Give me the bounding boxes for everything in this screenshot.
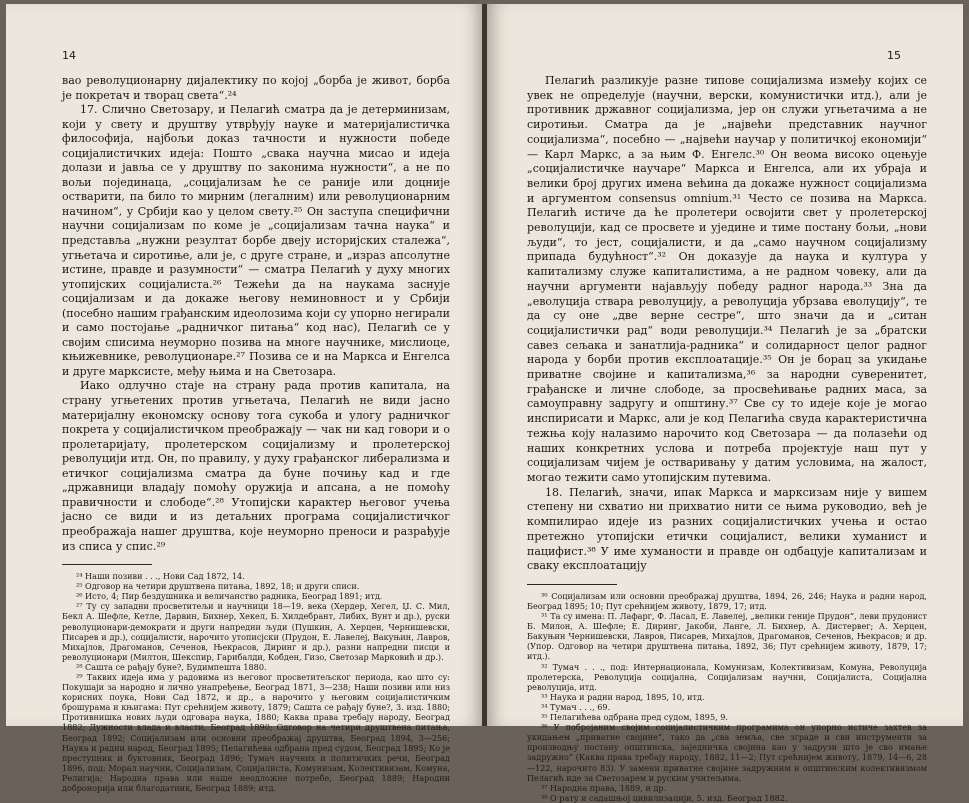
footnote: ³⁸ О рату и садашњој цивилизацији, 5. изд. Београд 1882. [541, 792, 788, 803]
footnote: ²⁷ Ту су западни просветитељи и научници 18—19. века (Хердер, Хегел, Џ. С. Мил, Бекл А. Шефле, Кетле, Дарвин, Бихнер, Хекел, Б. Хилдебрант, Либих, Вунт и др.), руски револуционари-демократи и други напредни људи (Пушкин, А. Херцен, Чернишевски, Писарев и др.), социјалисти, нарочито утописјски (Прудон, Е. Лавелеј, Вакуњин, Лавров, Михајлов, Драгоманов, Сеченов, Њекрасов, Диринг и др.), разни напредни писци и револуционари (Милтон, Шекспир, Гарибалди, Кобден, Гизо, Светозар Марковић и др.). [62, 601, 450, 662]
page-number: 14 [62, 49, 76, 62]
footnote: ³³ Наука и радни народ, 1895, 10, итд. [541, 691, 705, 702]
footnote: ²⁹ Таквих идеја има у радовима из његовог просветитељског периода, као што су: Покушаји за народно и лично унапређење, Београд 1871, 3—238; Наши позиви или низ корисних поука, Нови Сад 1872, и др., а нарочито у његовим социјалистичким брошурама и књигама: Пут срећнијем животу, 1879; Сашта се рађају буне?, 3. изд. 1880; Противнишка нових људи одговара наука, 1880; Каква права требају народу, Београд 1882; Дужности влада и власти, Београд 1890; Одговор на четири друштвена питања, Београд 1892; Социјализам или основни преображај друштва, Београд 1894, 3—256; Наука и радни народ, Београд 1895; Пелагићева одбрана пред судом, Београд 1895; Ко је преступник и буктовник, Београд 1896; Тумач научних и политичких речи, Београд 1896, под: Морал научни, Социјализам, Социјалиста, Комунизам, Колективизам, Комуна, Религија; Народна права или наше неодложне потребе, Београд 1889; Народни добронорија или благодатник, Београд 1889; итд. [62, 671, 450, 794]
footnote: ³² Тумач . . ., под: Интернационала, Комунизам, Колективизам, Комуна, Револуција пролетерска, Револуција социјална, Социјализам научни, Социјалиста, Социјална револуција, итд. [527, 661, 927, 692]
footnote-rule [62, 564, 152, 565]
left-page [6, 4, 483, 794]
footnote: ³¹ Та су имена: П. Лафарг, Ф. Ласал, Е. Лавелеј, „велики геније Прудон“, леви прудонист Б. Милон, А. Шефле; Е. Диринг, Јакоби, Ланге, Л. Бихнер, А. Дистервег; А. Херцен, Бакуњин Чернишевски, Лавров, Писарев, Михајлов, Драгоманов, Сеченов, Њекрасов; и др. (Упор. Одговор на четири друштвена питања, 1892, 36; Пут срећнијем животу, 1879, 17; итд.). [527, 611, 927, 662]
paragraph: вао револуционарну дијалектику по којој „борба је живот, борба је покретач и творац света“.²⁴ [62, 74, 450, 102]
footnote: ³⁵ Пелагићева одбрана пред судом, 1895, 9. [541, 712, 728, 723]
paragraph: 18. Пелагић, значи, ипак Маркса и марксизам није у вишем степену ни схватио ни прихватио нити се њима руководио, већ је компилирао идеје из разних социјалистичких учења и остао претежно утопијски етички социјалист, велики хуманист и пацифист.³⁸ У име хуманости и правде он одбацује капитализам и сваку експлоатацију [527, 485, 927, 573]
footnote: ²⁵ Одговор на четири друштвена питања, 1892, 18; и други списи. [76, 581, 360, 592]
paragraph: 17. Слично Светозару, и Пелагић сматра да је детерминизам, који у свету и друштву утврђују науке и материјалистичка философија, најбољи доказ тачности и нужности победе социјалистичких идеја: Пошто „свака научна мисао и идеја долази и јавља се у друштву по законима нужности“, а не по вољи појединаца, „социјализам ће се раније или доцније остварити, па било то мирним (легалним) или револуционарним начином“, у Србији као у целом свету.²⁵ Он заступа специфични научни социјализам по коме је „социјализам тачна наука“ и представља „нужни резултат борбе двеју историјских сталежа“, угњетача и сиротиње, али је, с друге стране, и „израз апсолутне истине, правде и разумности“ — сматра Пелагић у духу многих утопијских социјалиста.²⁶ Тежећи да на наукама заснује социјализам и да докаже његову неминовност и у Србији (посебно нашим грађанским идеолозима који су упорно негирали и само постојање „радничког питања“ код нас), Пелагић се у својим списима неуморно позива на многе научнике, мислиоце, књижевнике, револуционаре.²⁷ Позива се и на Маркса и Енгелса и друге марксисте, међу њима и на Светозара. [62, 103, 450, 378]
paragraph: Пелагић разликује разне типове социјализма између којих се увек не определује (научни, верски, комунистички итд.), али је противник државног социјализма, јер он служи угњетачима а не сиротињи. Сматра да је „највећи представник научног социјализма“, посебно — „највећи научар у политичкој економији“ — Карл Маркс, а за њим Ф. Енгелс.³⁰ Он веома високо оцењује „социјалистичке научаре“ Маркса и Енгелса, али их убраја и велики број других имена већина да докаже нужност социјализма и аргументом consensus omnium.³¹ Често се позива на Маркса. Пелагић истиче да ће пролетери освојити свет у пролетерској револуцији, кад се просвете и уједине и тиме постану бољи, „нови људи“, то јест, социјалисти, и да „само научном социјализму припада будућност“.³² Он доказује да наука и култура у капитализму служе капиталистима, а не радном човеку, али да научни аргументи најављују победу радног народа.³³ Зна да „еволуција ствара револуцију, а револуција убрзава еволуцију“, те да су оне „две верне сестре“, што значи да и „ситан социјалистички рад“ води револуцији.³⁴ Пелагић је за „братски савез сељака и занатлија-радника“ и солидарност целог радног народа у борби против експлоатације.³⁵ Он је борац за укидање приватне својине и капитализма,³⁶ за народни суверенитет, грађанске и личне слободе, за просвећивање радних маса, за самоуправну задругу и општину.³⁷ Све су то идеје које је могао инспирисати и Маркс, али је код Пелагића свуда карактеристична тежња коју налазимо нарочито код Светозара — да полазећи од наших конкретних услова и потреба пројектује наш пут у социјализам чијем је остваривању у датим условима, на жалост, могао тежити само утопијским путевима. [527, 74, 927, 484]
right-page [487, 4, 963, 803]
footnote: ²⁸ Сашта се рађају буне?, Будимпешта 1880. [76, 661, 267, 672]
footnote: ³⁴ Тумач . . ., 69. [541, 701, 611, 712]
footnotes [527, 591, 927, 803]
footnote: ³⁷ Народна права, 1889, и др. [541, 782, 667, 793]
footnotes [62, 571, 450, 793]
footnote: ³⁰ Социјализам или основни преображај друштва, 1894, 26, 246; Наука и радни народ, Београд 1895; 10; Пут срећнијем животу, 1879, 17; итд. [527, 590, 927, 611]
page-body [62, 74, 450, 793]
paragraph: Иако одлучно стаје на страну рада против капитала, на страну угњетених против угњетача, Пелагић не види јасно материјалну економску основу тога сукоба и улогу радничког покрета у социјалистичком преображају — чак ни кад говори и о пролетаријату, пролетерском социјализму и пролетерској револуцији итд. Он, по правилу, у духу грађанског либерализма и етичког социјализма сматра да буне почињу кад и где „државници владају помоћу оружија и апсана, а не помоћу правичности и слободе“.²⁸ Утопијски карактер његовог учења јасно се види и из детаљних програма социјалистичког преображаја нашег друштва, које неуморно преноси и разрађује из списа у спис.²⁹ [62, 379, 450, 553]
footnote: ²⁶ Исто, 4; Пир бездушника и величанство радника, Београд 1891; итд. [76, 591, 383, 602]
book-spread [6, 4, 963, 803]
page-body [527, 74, 927, 803]
page-number: 15 [887, 49, 901, 62]
footnote: ³⁶ У побројаним својим социјалистичким програмима он упорно истиче захтев за укидањем „приватне својине“, тако да „сва земља, све зграде и сви инструменти за производњу постану општинска, заједничка својина као у задрузи што је сво имање задружно“ (Каква права требају народу, 1882, 11—2; Пут срећнијем животу, 1879, 14—6, 28—122, нарочито 83). У замени приватне својине задружним и општинским колективизмом Пелагић иде за Светозарем и руским учитељима. [527, 722, 927, 783]
footnote-rule [527, 584, 617, 585]
footnote: ²⁴ Наши позиви . . ., Нови Сад 1872, 14. [76, 571, 245, 582]
